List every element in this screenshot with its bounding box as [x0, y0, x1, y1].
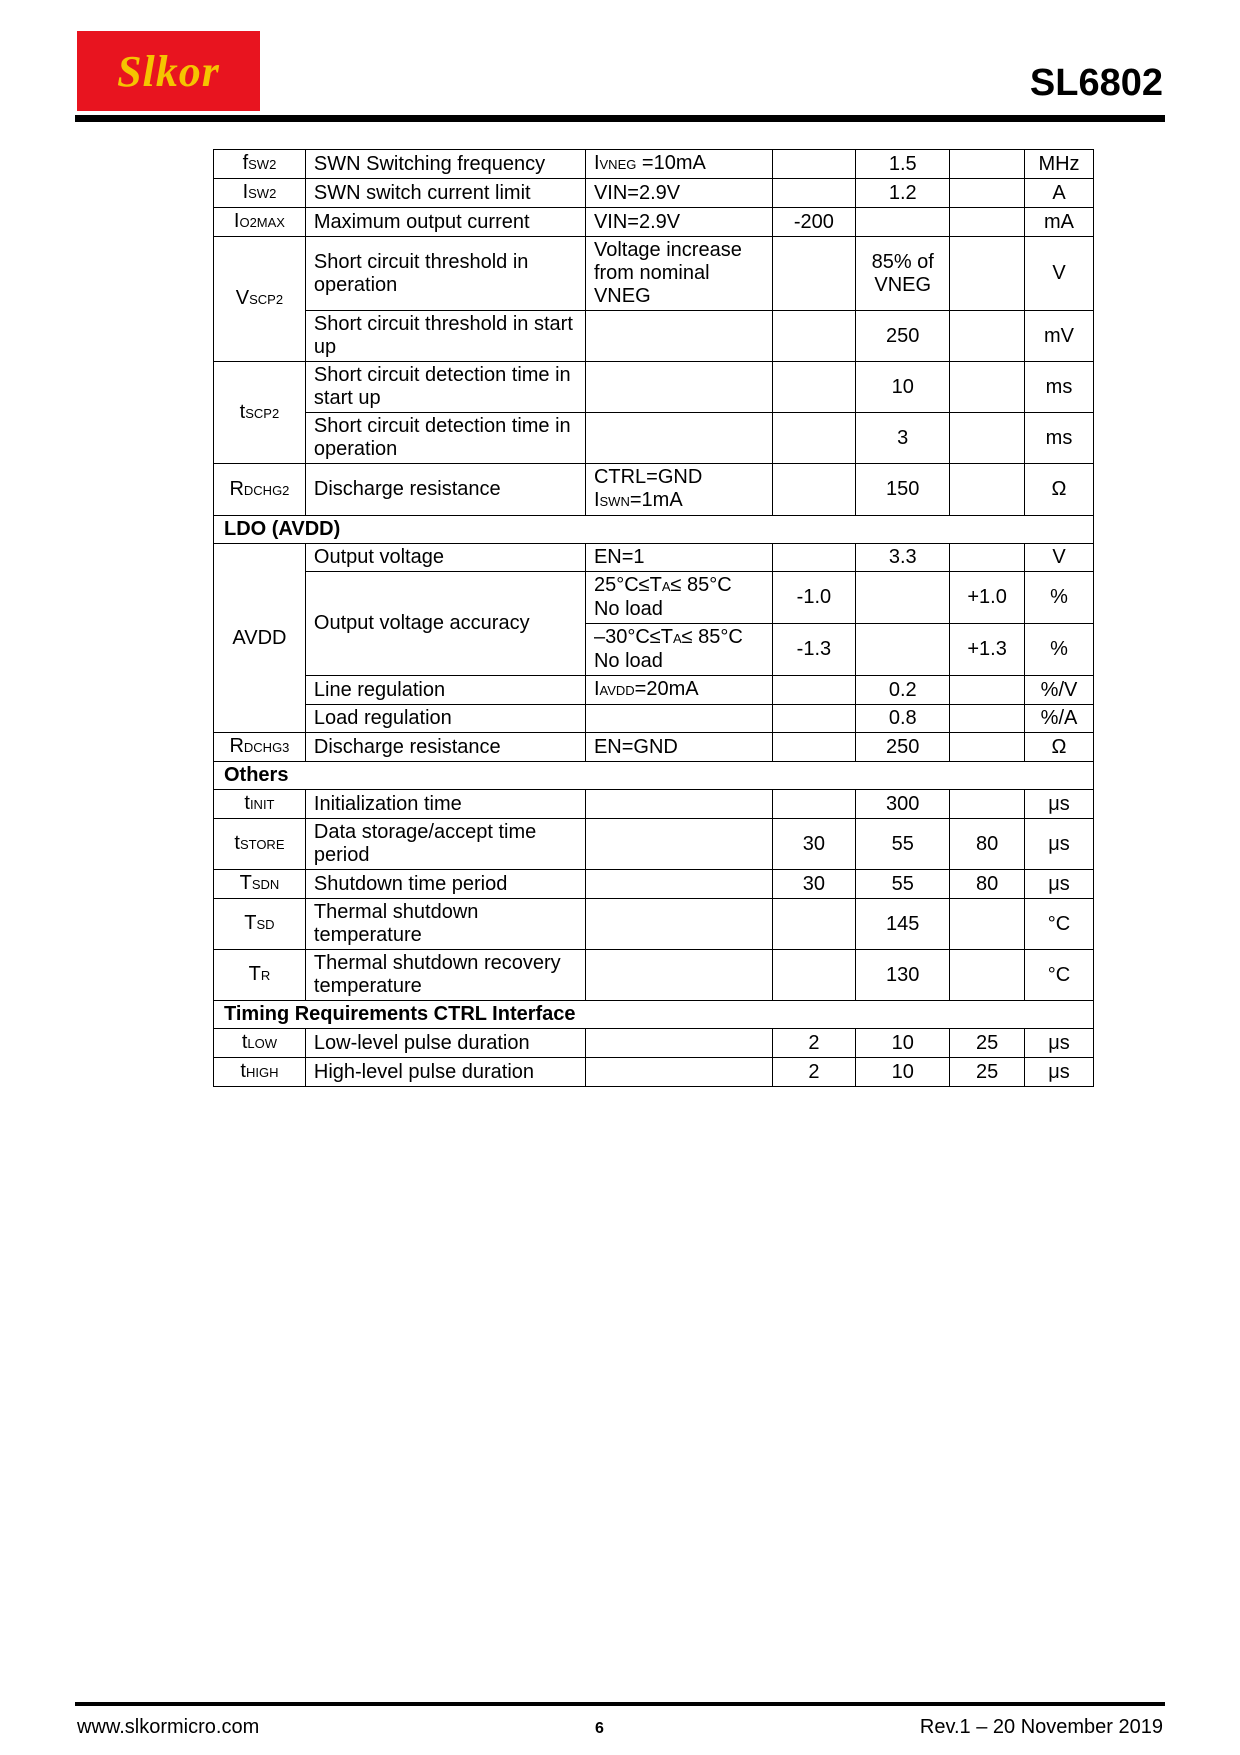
unit-cell: ms	[1025, 413, 1094, 464]
symbol-cell: AVDD	[214, 544, 306, 733]
unit-cell: mA	[1025, 208, 1094, 237]
condition-cell	[585, 705, 772, 733]
header-rule	[75, 115, 1165, 122]
symbol-cell: tLOW	[214, 1029, 306, 1058]
symbol-cell: ISW2	[214, 179, 306, 208]
parameter-cell: Discharge resistance	[305, 733, 585, 762]
company-logo	[77, 31, 260, 111]
min-cell: 2	[772, 1029, 856, 1058]
min-cell: 30	[772, 819, 856, 870]
min-cell: -1.0	[772, 572, 856, 624]
table-row	[214, 179, 1094, 208]
table-row	[214, 870, 1094, 899]
unit-cell: μs	[1025, 1058, 1094, 1087]
max-cell	[950, 237, 1025, 311]
parameter-cell: Thermal shutdown recovery temperature	[305, 950, 585, 1001]
section-heading-timing: Timing Requirements CTRL Interface	[214, 1001, 1094, 1029]
table-row	[214, 150, 1094, 179]
typ-cell: 85% of VNEG	[856, 237, 950, 311]
symbol-cell: VSCP2	[214, 237, 306, 362]
condition-cell: IVNEG =10mA	[585, 150, 772, 179]
min-cell	[772, 950, 856, 1001]
max-cell: 25	[950, 1058, 1025, 1087]
min-cell: 2	[772, 1058, 856, 1087]
unit-cell: ms	[1025, 362, 1094, 413]
unit-cell: μs	[1025, 790, 1094, 819]
table-row	[214, 208, 1094, 237]
max-cell	[950, 179, 1025, 208]
symbol-cell: fSW2	[214, 150, 306, 179]
table-row	[214, 950, 1094, 1001]
footer-revision: Rev.1 – 20 November 2019	[919, 1716, 1163, 1738]
table-row	[214, 362, 1094, 413]
parameter-cell: Short circuit detection time in operation	[305, 413, 585, 464]
typ-cell	[856, 624, 950, 676]
electrical-characteristics-table	[213, 149, 1094, 1087]
footer-website: www.slkormicro.com	[77, 1716, 260, 1738]
part-number: SL6802	[1029, 62, 1163, 104]
max-cell	[950, 311, 1025, 362]
parameter-cell: Load regulation	[305, 705, 585, 733]
min-cell	[772, 705, 856, 733]
unit-cell: MHz	[1025, 150, 1094, 179]
condition-cell: EN=1	[585, 544, 772, 572]
table-row	[214, 464, 1094, 516]
symbol-cell: tSTORE	[214, 819, 306, 870]
max-cell: 25	[950, 1029, 1025, 1058]
unit-cell: μs	[1025, 819, 1094, 870]
table-row	[214, 572, 1094, 624]
typ-cell	[856, 572, 950, 624]
min-cell	[772, 733, 856, 762]
min-cell	[772, 150, 856, 179]
table-row	[214, 1058, 1094, 1087]
min-cell	[772, 179, 856, 208]
typ-cell: 55	[856, 819, 950, 870]
typ-cell: 145	[856, 899, 950, 950]
max-cell	[950, 733, 1025, 762]
min-cell	[772, 464, 856, 516]
min-cell	[772, 544, 856, 572]
max-cell	[950, 362, 1025, 413]
condition-cell	[585, 1058, 772, 1087]
unit-cell: V	[1025, 237, 1094, 311]
parameter-cell: Maximum output current	[305, 208, 585, 237]
parameter-cell: Low-level pulse duration	[305, 1029, 585, 1058]
unit-cell: °C	[1025, 950, 1094, 1001]
max-cell: 80	[950, 870, 1025, 899]
typ-cell: 250	[856, 733, 950, 762]
parameter-cell: Short circuit threshold in operation	[305, 237, 585, 311]
condition-cell: VIN=2.9V	[585, 179, 772, 208]
condition-cell: IAVDD=20mA	[585, 676, 772, 705]
typ-cell	[856, 208, 950, 237]
condition-cell: 25°C≤TA≤ 85°C No load	[585, 572, 772, 624]
max-cell	[950, 676, 1025, 705]
parameter-cell: Line regulation	[305, 676, 585, 705]
condition-cell	[585, 362, 772, 413]
symbol-cell: IO2MAX	[214, 208, 306, 237]
min-cell	[772, 899, 856, 950]
unit-cell: %	[1025, 572, 1094, 624]
table-row	[214, 899, 1094, 950]
table-row	[214, 413, 1094, 464]
table-row	[214, 1029, 1094, 1058]
unit-cell: V	[1025, 544, 1094, 572]
min-cell	[772, 676, 856, 705]
max-cell: +1.0	[950, 572, 1025, 624]
condition-cell	[585, 1029, 772, 1058]
table-row	[214, 544, 1094, 572]
parameter-cell: Data storage/accept time period	[305, 819, 585, 870]
typ-cell: 3	[856, 413, 950, 464]
unit-cell: °C	[1025, 899, 1094, 950]
parameter-cell: SWN switch current limit	[305, 179, 585, 208]
footer-rule	[75, 1702, 1165, 1706]
max-cell	[950, 705, 1025, 733]
section-row	[214, 1001, 1094, 1029]
parameter-cell: Discharge resistance	[305, 464, 585, 516]
condition-cell	[585, 950, 772, 1001]
table-row	[214, 819, 1094, 870]
max-cell	[950, 464, 1025, 516]
symbol-cell: TSDN	[214, 870, 306, 899]
symbol-cell: RDCHG2	[214, 464, 306, 516]
table-row	[214, 705, 1094, 733]
min-cell	[772, 237, 856, 311]
symbol-cell: TSD	[214, 899, 306, 950]
max-cell: 80	[950, 819, 1025, 870]
typ-cell: 10	[856, 1058, 950, 1087]
max-cell: +1.3	[950, 624, 1025, 676]
unit-cell: Ω	[1025, 464, 1094, 516]
typ-cell: 150	[856, 464, 950, 516]
parameter-cell: Output voltage	[305, 544, 585, 572]
typ-cell: 10	[856, 1029, 950, 1058]
unit-cell: %/A	[1025, 705, 1094, 733]
typ-cell: 0.2	[856, 676, 950, 705]
min-cell: -200	[772, 208, 856, 237]
table-row	[214, 733, 1094, 762]
min-cell	[772, 790, 856, 819]
unit-cell: Ω	[1025, 733, 1094, 762]
condition-cell: Voltage increase from nominal VNEG	[585, 237, 772, 311]
parameter-cell: Initialization time	[305, 790, 585, 819]
typ-cell: 1.2	[856, 179, 950, 208]
parameter-cell: Short circuit detection time in start up	[305, 362, 585, 413]
page-number: 6	[595, 1720, 604, 1737]
table-row	[214, 311, 1094, 362]
condition-cell: EN=GND	[585, 733, 772, 762]
condition-cell: –30°C≤TA≤ 85°C No load	[585, 624, 772, 676]
condition-cell	[585, 413, 772, 464]
condition-cell	[585, 311, 772, 362]
parameter-cell: Output voltage accuracy	[305, 572, 585, 676]
min-cell	[772, 311, 856, 362]
typ-cell: 3.3	[856, 544, 950, 572]
typ-cell: 300	[856, 790, 950, 819]
symbol-cell: tINIT	[214, 790, 306, 819]
symbol-cell: tSCP2	[214, 362, 306, 464]
symbol-cell: tHIGH	[214, 1058, 306, 1087]
min-cell: 30	[772, 870, 856, 899]
parameter-cell: High-level pulse duration	[305, 1058, 585, 1087]
typ-cell: 130	[856, 950, 950, 1001]
typ-cell: 0.8	[856, 705, 950, 733]
section-row	[214, 762, 1094, 790]
max-cell	[950, 413, 1025, 464]
max-cell	[950, 950, 1025, 1001]
parameter-cell: Short circuit threshold in start up	[305, 311, 585, 362]
unit-cell: mV	[1025, 311, 1094, 362]
parameter-cell: Thermal shutdown temperature	[305, 899, 585, 950]
section-heading-others: Others	[214, 762, 1094, 790]
unit-cell: μs	[1025, 1029, 1094, 1058]
min-cell	[772, 413, 856, 464]
symbol-cell: TR	[214, 950, 306, 1001]
condition-cell: VIN=2.9V	[585, 208, 772, 237]
condition-cell	[585, 819, 772, 870]
min-cell: -1.3	[772, 624, 856, 676]
min-cell	[772, 362, 856, 413]
typ-cell: 55	[856, 870, 950, 899]
parameter-cell: SWN Switching frequency	[305, 150, 585, 179]
max-cell	[950, 899, 1025, 950]
unit-cell: μs	[1025, 870, 1094, 899]
logo-text: Slkor	[117, 46, 220, 96]
typ-cell: 250	[856, 311, 950, 362]
typ-cell: 1.5	[856, 150, 950, 179]
section-heading-ldo: LDO (AVDD)	[214, 516, 1094, 544]
parameter-cell: Shutdown time period	[305, 870, 585, 899]
section-row	[214, 516, 1094, 544]
max-cell	[950, 790, 1025, 819]
table-row	[214, 237, 1094, 311]
condition-cell	[585, 899, 772, 950]
typ-cell: 10	[856, 362, 950, 413]
unit-cell: A	[1025, 179, 1094, 208]
max-cell	[950, 544, 1025, 572]
max-cell	[950, 150, 1025, 179]
condition-cell: CTRL=GND ISWN=1mA	[585, 464, 772, 516]
unit-cell: %/V	[1025, 676, 1094, 705]
symbol-cell: RDCHG3	[214, 733, 306, 762]
table-row	[214, 790, 1094, 819]
max-cell	[950, 208, 1025, 237]
table-row	[214, 676, 1094, 705]
condition-cell	[585, 870, 772, 899]
condition-cell	[585, 790, 772, 819]
unit-cell: %	[1025, 624, 1094, 676]
